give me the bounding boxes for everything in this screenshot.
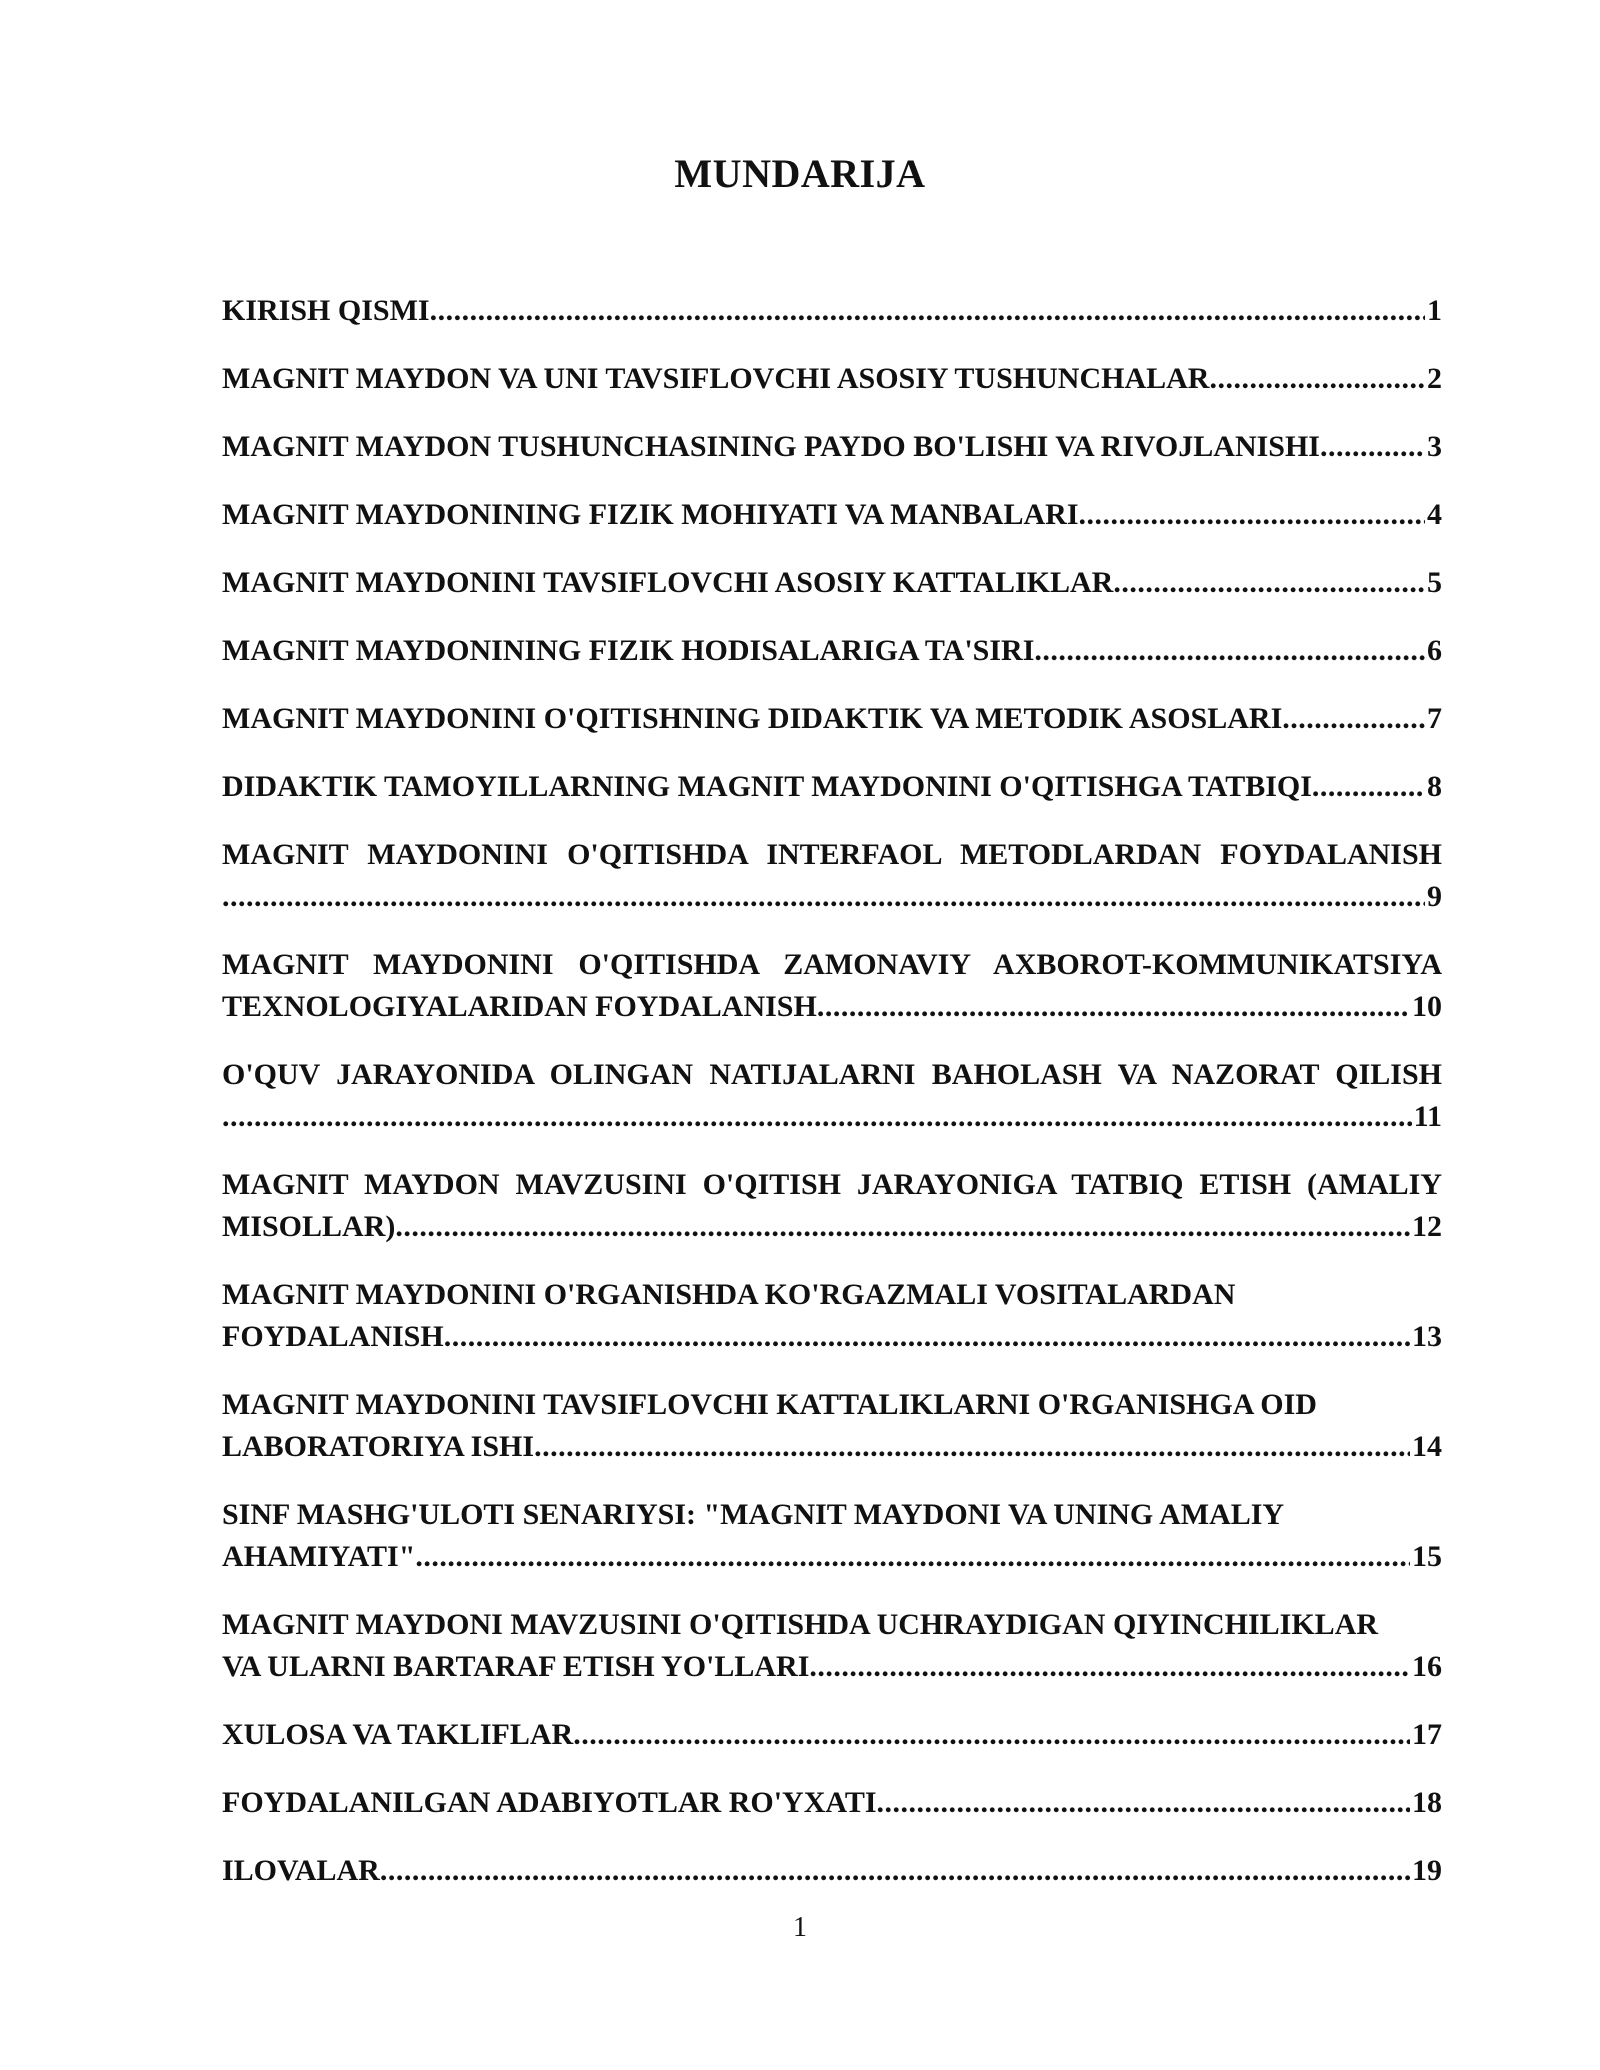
dot-leader [380, 1850, 1410, 1892]
toc-entry-page: 18 [1412, 1786, 1442, 1819]
dot-leader [222, 876, 1425, 918]
toc-entry[interactable] [222, 1850, 1442, 1892]
toc-entry-title: MAGNIT MAYDONINI O'QITISHNING DIDAKTIK VA METODIK ASOSLARI [222, 702, 1283, 735]
dot-leader [877, 1782, 1410, 1824]
dot-leader [430, 290, 1425, 332]
toc-entry-title: FOYDALANILGAN ADABIYOTLAR RO'YXATI [222, 1786, 877, 1819]
toc-entry-title: XULOSA VA TAKLIFLAR [222, 1718, 574, 1751]
toc-entry-title: MAGNIT MAYDONINI O'QITISHDA INTERFAOL METODLARDAN FOYDALANISH [222, 838, 1442, 871]
toc-entry[interactable] [222, 1494, 1442, 1578]
toc-entry-title: MAGNIT MAYDONINING FIZIK MOHIYATI VA MANBALARI [222, 498, 1079, 531]
toc-entry-page: 3 [1427, 430, 1442, 463]
toc-entry[interactable] [222, 426, 1442, 468]
toc-entry-title-continued: MISOLLAR) [222, 1210, 396, 1243]
toc-entry-page: 13 [1412, 1320, 1442, 1353]
toc-entry[interactable] [222, 1274, 1442, 1358]
toc-entry[interactable] [222, 1054, 1442, 1138]
toc-entry-page: 16 [1412, 1650, 1442, 1683]
toc-entry-title-continued: LABORATORIYA ISHI [222, 1430, 535, 1463]
toc-entry-title: MAGNIT MAYDONINI TAVSIFLOVCHI KATTALIKLARNI O'RGANISHGA OID [222, 1388, 1317, 1421]
dot-leader [1320, 426, 1425, 468]
dot-leader [415, 1536, 1410, 1578]
toc-entry[interactable] [222, 1604, 1442, 1688]
toc-entry-title-continued: VA ULARNI BARTARAF ETISH YO'LLARI [222, 1650, 810, 1683]
toc-entry-page: 19 [1412, 1854, 1442, 1887]
toc-entry-title: MAGNIT MAYDON MAVZUSINI O'QITISH JARAYONIGA TATBIQ ETISH (AMALIY [222, 1168, 1442, 1201]
toc-entry[interactable] [222, 1782, 1442, 1824]
toc-entry-title-continued: AHAMIYATI" [222, 1540, 416, 1573]
page-title: MUNDARIJA [674, 151, 926, 196]
dot-leader [1312, 766, 1425, 808]
toc-entry-title-continued: FOYDALANISH [222, 1320, 444, 1353]
toc-entry[interactable] [222, 630, 1442, 672]
dot-leader [1113, 562, 1425, 604]
toc-entry-title: ILOVALAR [222, 1854, 380, 1887]
toc-entry-title: DIDAKTIK TAMOYILLARNING MAGNIT MAYDONINI O'QITISHGA TATBIQI [222, 770, 1312, 803]
table-of-contents [222, 290, 1442, 1918]
dot-leader [395, 1206, 1410, 1248]
toc-entry-page: 9 [1427, 880, 1442, 913]
toc-entry-title: SINF MASHG'ULOTI SENARIYSI: "MAGNIT MAYDONI VA UNING AMALIY [222, 1498, 1285, 1531]
toc-entry[interactable] [222, 290, 1442, 332]
toc-entry-title: MAGNIT MAYDONINING FIZIK HODISALARIGA TA'SIRI [222, 634, 1035, 667]
toc-entry-page: 2 [1427, 362, 1442, 395]
dot-leader [817, 986, 1410, 1028]
dot-leader [573, 1714, 1410, 1756]
toc-entry-page: 5 [1427, 566, 1442, 599]
toc-entry[interactable] [222, 1384, 1442, 1468]
dot-leader [1079, 494, 1425, 536]
toc-entry[interactable] [222, 358, 1442, 400]
toc-entry-title: MAGNIT MAYDONINI TAVSIFLOVCHI ASOSIY KATTALIKLAR [222, 566, 1114, 599]
toc-entry-title-continued: TEXNOLOGIYALARIDAN FOYDALANISH [222, 990, 817, 1023]
toc-entry-title: MAGNIT MAYDONINI O'RGANISHDA KO'RGAZMALI VOSITALARDAN [222, 1278, 1236, 1311]
toc-entry-title: MAGNIT MAYDONI MAVZUSINI O'QITISHDA UCHRAYDIGAN QIYINCHILIKLAR [222, 1608, 1379, 1641]
toc-entry-title: MAGNIT MAYDON VA UNI TAVSIFLOVCHI ASOSIY TUSHUNCHALAR [222, 362, 1210, 395]
toc-entry-page: 8 [1427, 770, 1442, 803]
dot-leader [809, 1646, 1410, 1688]
toc-entry-page: 7 [1427, 702, 1442, 735]
toc-entry[interactable] [222, 494, 1442, 536]
toc-entry[interactable] [222, 698, 1442, 740]
toc-entry[interactable] [222, 834, 1442, 918]
toc-entry-title: O'QUV JARAYONIDA OLINGAN NATIJALARNI BAHOLASH VA NAZORAT QILISH [222, 1058, 1442, 1091]
toc-entry-page: 14 [1412, 1430, 1442, 1463]
dot-leader [1034, 630, 1425, 672]
toc-entry-page: 15 [1412, 1540, 1442, 1573]
toc-entry-page: 12 [1412, 1210, 1442, 1243]
toc-entry-page: 4 [1427, 498, 1442, 531]
toc-entry[interactable] [222, 1714, 1442, 1756]
dot-leader [1282, 698, 1425, 740]
toc-entry-page: 11 [1413, 1100, 1442, 1133]
page-number: 1 [793, 1912, 807, 1943]
toc-entry-page: 10 [1412, 990, 1442, 1023]
toc-entry-page: 1 [1427, 294, 1442, 327]
toc-entry-title: MAGNIT MAYDONINI O'QITISHDA ZAMONAVIY AXBOROT-KOMMUNIKATSIYA [222, 948, 1442, 981]
toc-entry[interactable] [222, 562, 1442, 604]
toc-entry-title: MAGNIT MAYDON TUSHUNCHASINING PAYDO BO'LISHI VA RIVOJLANISHI [222, 430, 1320, 463]
toc-entry-page: 6 [1427, 634, 1442, 667]
toc-entry[interactable] [222, 944, 1442, 1028]
dot-leader [534, 1426, 1410, 1468]
dot-leader [1209, 358, 1425, 400]
toc-entry[interactable] [222, 1164, 1442, 1248]
toc-entry[interactable] [222, 766, 1442, 808]
toc-entry-title: KIRISH QISMI [222, 294, 430, 327]
dot-leader [444, 1316, 1410, 1358]
toc-entry-page: 17 [1412, 1718, 1442, 1751]
dot-leader [222, 1096, 1412, 1138]
